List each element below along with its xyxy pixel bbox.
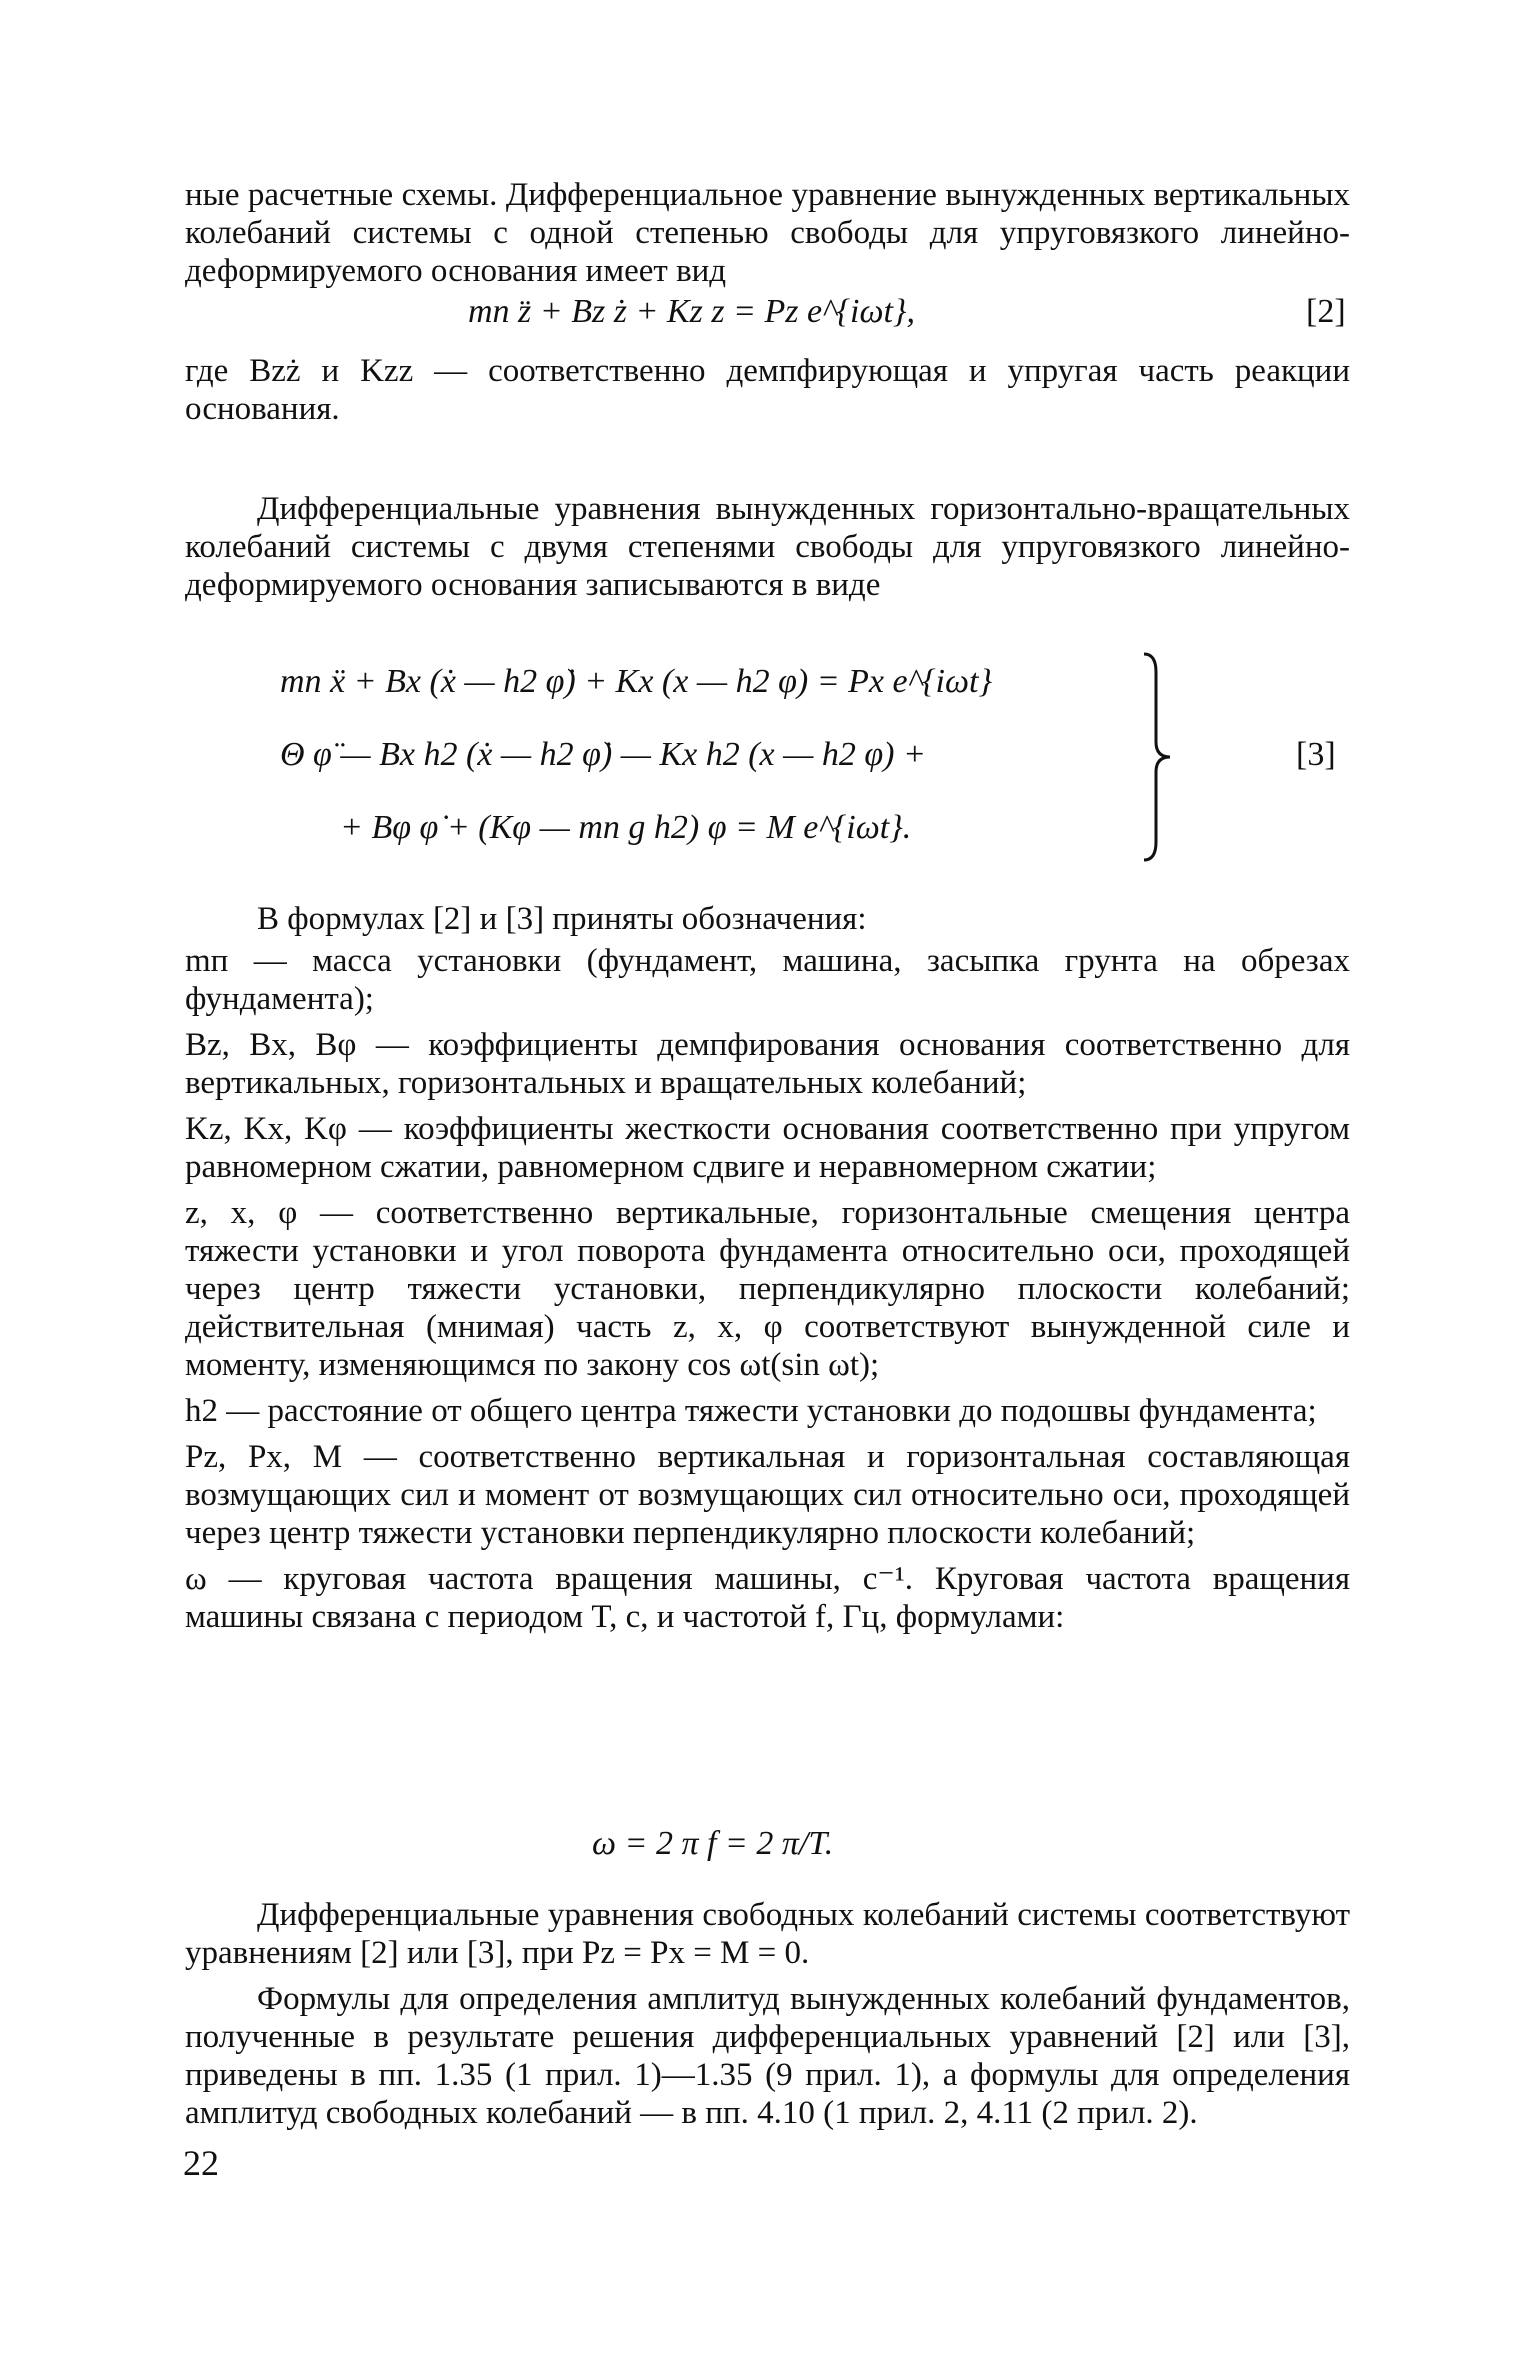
horizontal-paragraph: Дифференциальные уравнения вынужденных горизонтально-вращательных колебаний системы с двумя степенями свободы для упруговязкого линейно-деформируемого основания записываются в виде [185, 491, 1350, 603]
definition-h2: h2 — расстояние от общего центра тяжести установки до подошвы фундамента; [185, 1393, 1317, 1429]
free-vibrations-paragraph: Дифференциальные уравнения свободных колебаний системы соответствуют уравнениям [2] или [3], при Pz = Px = M = 0. [185, 1897, 1350, 1971]
definitions-list [185, 942, 1350, 1636]
notation-intro: В формулах [2] и [3] приняты обозначения: [257, 901, 867, 937]
equation-3-line-3: + Bφ φ̇ + (Kφ — mп g h2) φ = M e^{iωt}. [340, 809, 912, 846]
definition-damping: Bz, Bx, Bφ — коэффициенты демпфирования основания соответственно для вертикальных, горизонтальных и вращательных колебаний; [185, 1027, 1350, 1101]
amplitudes-paragraph: Формулы для определения амплитуд вынужденных колебаний фундаментов, полученные в результате решения дифференциальных уравнений [2] или [3], приведены в пп. 1.35 (1 прил. 1)—1.35 (9 прил. 1), а формулы для определения амплитуд свободных колебаний — в пп. 4.10 (1 прил. 2, 4.11 (2 прил. 2). [185, 1981, 1350, 2131]
equation-3-line-1: mп ẍ + Bx (ẋ — h2 φ̇) + Kx (x — h2 φ) = Px e^{iωt} [280, 663, 993, 700]
definition-omega: ω — круговая частота вращения машины, с⁻¹. Круговая частота вращения машины связана с периодом T, с, и частотой f, Гц, формулами: [185, 1561, 1350, 1635]
definition-displacements: z, x, φ — соответственно вертикальные, горизонтальные смещения центра тяжести установки и угол поворота фундамента относительно оси, проходящей через центр тяжести установки, перпендикулярно плоскости колебаний; действительная (мнимая) часть z, x, φ соответствуют вынужденной силе и моменту, изменяющимся по закону cos ωt(sin ωt); [185, 1195, 1350, 1383]
page-number: 22 [183, 2143, 219, 2183]
definition-forces: Pz, Px, M — соответственно вертикальная и горизонтальная составляющая возмущающих сил и момент от возмущающих сил относительно оси, проходящей через центр тяжести установки перпендикулярно плоскости колебаний; [185, 1439, 1350, 1551]
equation-2: mп z̈ + Bz ż + Kz z = Pz e^{iωt}, [468, 293, 916, 330]
equation-3-line-2: Θ φ̈ — Bx h2 (ẋ — h2 φ̇) — Kx h2 (x — h2 φ) + [280, 736, 926, 773]
where-paragraph: где Bzż и Kzz — соответственно демпфирующая и упругая часть реакции основания. [185, 353, 1350, 427]
omega-equation: ω = 2 π f = 2 π/T. [592, 1825, 834, 1862]
definition-mass: mп — масса установки (фундамент, машина, засыпка грунта на обрезах фундамента); [185, 943, 1350, 1017]
equation-2-number: [2] [1306, 293, 1346, 330]
equation-3-number: [3] [1296, 736, 1336, 773]
definition-stiffness: Kz, Kx, Kφ — коэффициенты жесткости основания соответственно при упругом равномерном сжатии, равномерном сдвиге и неравномерном сжатии; [185, 1111, 1350, 1185]
intro-paragraph: ные расчетные схемы. Дифференциальное уравнение вынужденных вертикальных колебаний системы с одной степенью свободы для упруговязкого линейно-деформируемого основания имеет вид [185, 177, 1350, 289]
equation-3-brace [1140, 652, 1180, 862]
